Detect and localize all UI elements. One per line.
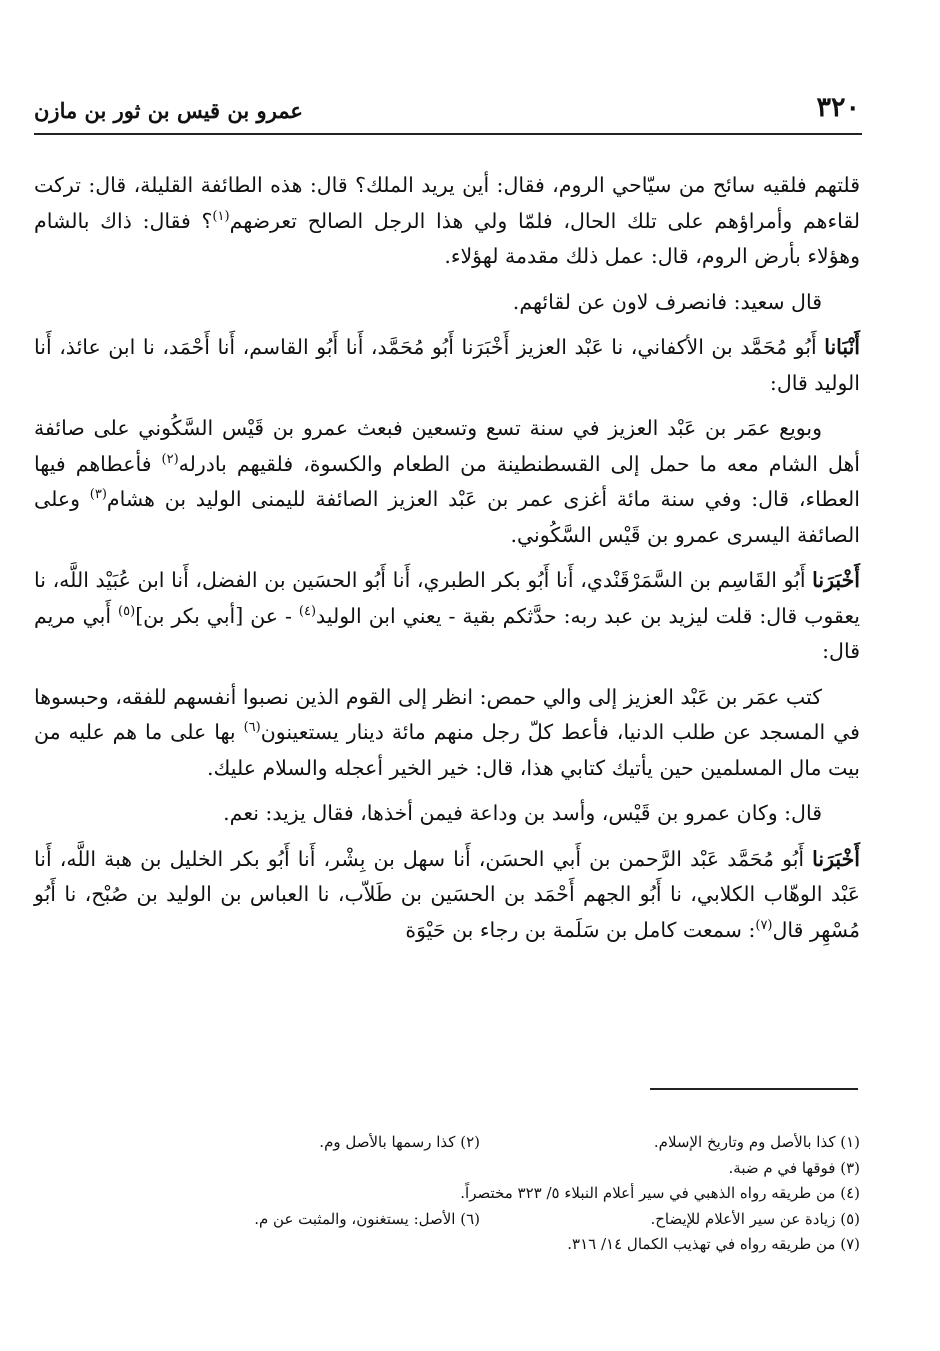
footnote-row xyxy=(34,1232,860,1258)
isnad-lead: أَخْبَرَنا xyxy=(812,568,860,592)
footnote-ref-1[interactable]: (١) xyxy=(212,208,230,224)
main-text xyxy=(34,168,860,958)
footnote-rule xyxy=(650,1088,858,1090)
footnote-5: (٥) زيادة عن سير الأعلام للإيضاح. xyxy=(650,1209,860,1228)
footnote-ref-7[interactable]: (٧) xyxy=(755,917,773,933)
header-rule xyxy=(34,133,862,135)
footnote-2: (٢) كذا رسمها بالأصل وم. xyxy=(319,1133,480,1151)
footnote-row xyxy=(34,1181,860,1207)
footnote-ref-6[interactable]: (٦) xyxy=(243,720,261,736)
paragraph-4: وبويع عمَر بن عَبْد العزيز في سنة تسع وتسعين فبعث عمرو بن قَيْس السَّكُوني على صائفة أهل الشام معه ما حمل إلى القسطنطينة من الطعام والكسوة، فلقيهم بادرله$^{(٢)}$ فأعطاهم فيها العطاء، قال: وفي سنة مائة أغزى عمر بن عَبْد العزيز الصائفة لليمنى الوليد بن هشام$^{(٣)}$ وعلى الصائفة اليسرى عمرو بن قَيْس السَّكُوني. xyxy=(34,416,860,547)
isnad-lead: أَخْبَرَنا xyxy=(812,846,860,871)
footnote-7: (٧) من طريقه رواه في تهذيب الكمال ١٤/ ٣١٦. xyxy=(567,1235,860,1253)
footnote-row xyxy=(34,1207,860,1233)
isnad-lead: أَنْبَانا xyxy=(824,335,860,359)
page-number: ٣٢٠ xyxy=(816,92,860,123)
paragraph-6: كتب عمَر بن عَبْد العزيز إلى والي حمص: انظر إلى القوم الذين نصبوا أنفسهم للفقه، وحبسوها في المسجد عن طلب الدنيا، فأعط كلّ رجل منهم مائة دينار يستعينون$^{(٦)}$ بها على ما هم عليه من بيت مال المسلمين حين يأتيك كتابي هذا، قال: خير الخير أعجله والسلام عليك. xyxy=(34,684,860,780)
footnote-3: (٣) فوقها في م ضبة. xyxy=(728,1158,860,1177)
paragraph-7: قال: وكان عمرو بن قَيْس، وأسد بن وداعة فيمن أخذها، فقال يزيد: نعم. xyxy=(223,801,822,825)
footnote-row xyxy=(34,1130,860,1156)
footnote-4: (٤) من طريقه رواه الذهبي في سير أعلام النبلاء ٥/ ٣٢٣ مختصراً. xyxy=(460,1184,860,1202)
running-title: عمرو بن قيس بن ثور بن مازن xyxy=(34,98,303,123)
paragraph-3: أَنْبَانا أَبُو مُحَمَّد بن الأكفاني، نا عَبْد العزيز أَخْبَرَنا أَبُو مُحَمَّد، أَنا أَبُو القاسم، أَنا أَحْمَد، نا ابن عائذ، أَنا الوليد قال: xyxy=(34,335,860,395)
paragraph-1: قلتهم فلقيه سائح من سيّاحي الروم، فقال: أين يريد الملك؟ قال: هذه الطائفة القليلة، قال: تركت لقاءهم وأمراؤهم على تلك الحال، فلمّا ولي هذا الرجل الصالح تعرضهم$^{(١)}$؟ فقال: ذاك بالشام وهؤلاء بأرض الروم، قال: عمل ذلك مقدمة لهؤلاء. xyxy=(34,173,860,268)
footnote-1: (١) كذا بالأصل وم وتاريخ الإسلام. xyxy=(653,1133,860,1151)
paragraph-5: أَخْبَرَنا أَبُو القَاسِم بن السَّمَرْقَنْدي، أَنا أَبُو بكر الطبري، أَنا أَبُو الحسَين بن الفضل، أَنا ابن عُبَيْد اللَّه، نا يعقوب قال: قلت ليزيد بن عبد ربه: حدَّثكم بقية - يعني ابن الوليد$^{(٤)}$ - عن [أبي بكر بن]$^{(٥)}$ أَبي مريم قال: xyxy=(34,568,860,663)
footnote-ref-2[interactable]: (٢) xyxy=(161,451,179,467)
footnotes xyxy=(34,1130,860,1258)
footnote-ref-3[interactable]: (٣) xyxy=(89,487,107,503)
page-header xyxy=(34,92,860,123)
paragraph-8: أَخْبَرَنا أَبُو مُحَمَّد عَبْد الرَّحمن بن أَبي الحسَن، أَنا سهل بن بِشْر، أَنا أَبُو بكر الخليل بن هبة اللَّه، أَنا عَبْد الوهّاب الكلابي، نا أَبُو الجهم أَحْمَد بن الحسَين بن طَلاّب، نا العباس بن الوليد بن صُبْح، نا أَبُو مُسْهِر قال$^{(٧)}$: سمعت كامل بن سَلَمة بن رجاء بن حَيْوَة xyxy=(34,846,860,942)
footnote-ref-5[interactable]: (٥) xyxy=(118,603,136,619)
paragraph-2: قال سعيد: فانصرف لاون عن لقائهم. xyxy=(512,289,822,314)
footnote-ref-4[interactable]: (٤) xyxy=(298,603,317,619)
footnote-6: (٦) الأصل: يستغنون، والمثبت عن م. xyxy=(254,1209,480,1228)
footnote-row xyxy=(34,1156,860,1182)
